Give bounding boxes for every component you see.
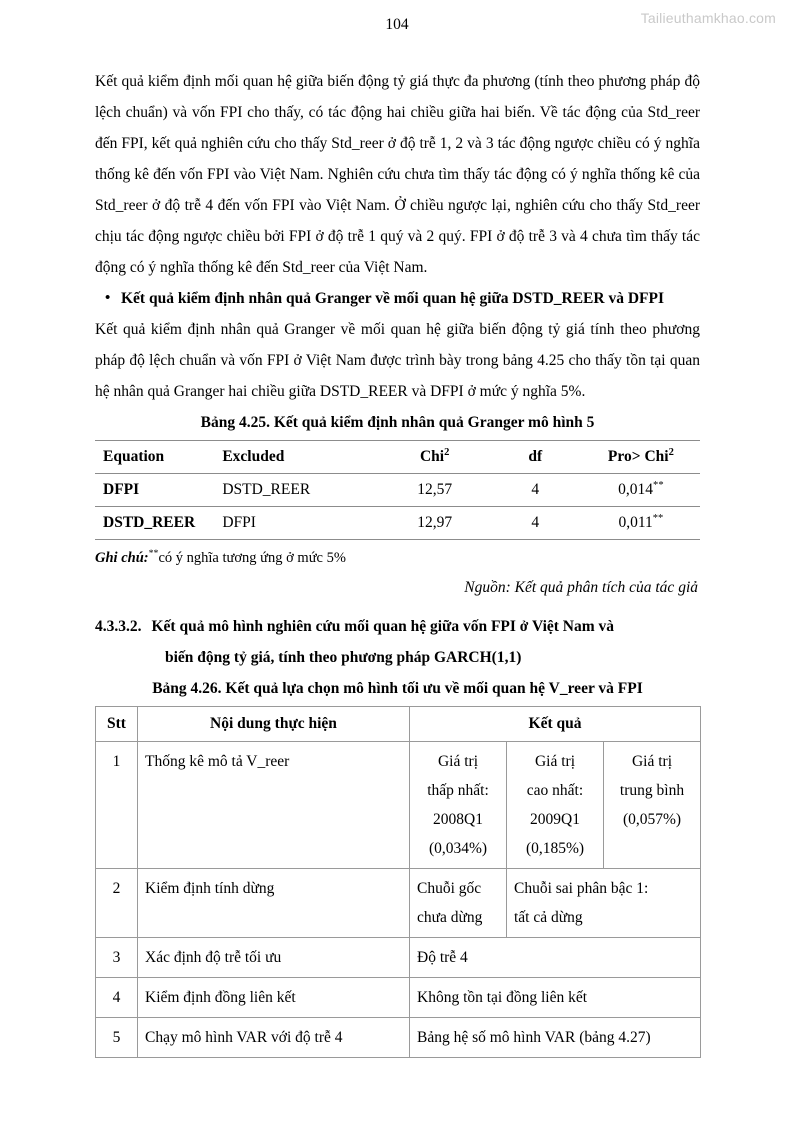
- paragraph-block-2: [95, 314, 700, 407]
- cell-stt: 5: [96, 1018, 138, 1058]
- table-row: [95, 474, 700, 507]
- table-426-body: [96, 742, 701, 1058]
- table-425-note: [95, 545, 700, 571]
- cell-result-mean: Giá trị trung bình (0,057%): [604, 742, 701, 869]
- cell-chi: 12,97: [417, 514, 453, 531]
- cell-result: Bảng hệ số mô hình VAR (bảng 4.27): [410, 1018, 701, 1058]
- cell-noi-dung: Chạy mô hình VAR với độ trễ 4: [138, 1018, 410, 1058]
- cell-df: 4: [531, 481, 540, 498]
- note-text: có ý nghĩa tương ứng ở mức 5%: [158, 550, 346, 566]
- table-425-body: [95, 474, 700, 540]
- cell-stt: 2: [96, 869, 138, 938]
- table-425: [95, 440, 700, 540]
- table-426-caption: Bảng 4.26. Kết quả lựa chọn mô hình tối ưu về mối quan hệ V_reer và FPI: [152, 680, 643, 697]
- table-row: [96, 869, 701, 938]
- cell-noi-dung: Kiểm định đồng liên kết: [138, 978, 410, 1018]
- cell-chi: 12,57: [417, 481, 453, 498]
- cell-stt: 3: [96, 938, 138, 978]
- header-chi-text: Chi: [419, 448, 445, 465]
- header-ket-qua: Kết quả: [410, 707, 701, 742]
- cell-df: 4: [531, 514, 540, 531]
- table-426-header-row: [96, 707, 701, 742]
- header-prob-text: Pro> Chi: [607, 448, 669, 465]
- header-excluded: Excluded: [222, 448, 285, 465]
- header-chi-exponent: 2: [444, 446, 450, 458]
- section-title-line-2: biến động tỷ giá, tính theo phương pháp GARCH(1,1): [165, 649, 522, 666]
- header-prob-exponent: 2: [668, 446, 674, 458]
- table-426-head: [96, 707, 701, 742]
- table-row: [96, 1018, 701, 1058]
- cell-stt: 4: [96, 978, 138, 1018]
- header-chi-squared: [381, 441, 489, 474]
- table-425-head: [95, 441, 700, 474]
- cell-result-differenced-series: Chuỗi sai phân bậc 1: tất cả dừng: [507, 869, 701, 938]
- cell-prob: [582, 507, 700, 540]
- cell-noi-dung: Thống kê mô tả V_reer: [138, 742, 410, 869]
- paragraph-1: Kết quả kiểm định mối quan hệ giữa biến động tỷ giá thực đa phương (tính theo phương pháp độ lệch chuẩn) và vốn FPI cho thấy, có tác động hai chiều giữa hai biến. Về tác động của Std_reer đến FPI, kết quả nghiên cứu cho thấy Std_reer ở độ trễ 1, 2 và 3 tác động ngược chiều có ý nghĩa thống kê đến vốn FPI vào Việt Nam. Nghiên cứu chưa tìm thấy tác động có ý nghĩa thống kê của Std_reer ở độ trễ 4 đến vốn FPI vào Việt Nam. Ở chiều ngược lại, nghiên cứu cho thấy Std_reer chịu tác động ngược chiều bởi FPI ở độ trễ 1 quý và 2 quý. FPI ở độ trễ 3 và 4 chưa tìm thấy tác động có ý nghĩa thống kê đến Std_reer của Việt Nam.: [95, 73, 700, 276]
- cell-equation: DSTD_REER: [103, 514, 196, 531]
- table-row: [96, 742, 701, 869]
- cell-noi-dung: Kiểm định tính dừng: [138, 869, 410, 938]
- bullet-list: [95, 283, 700, 314]
- cell-excluded: DFPI: [222, 514, 256, 531]
- header-prob-chi-squared: [582, 441, 700, 474]
- page-number: 104: [385, 16, 409, 33]
- bullet-item-granger: [121, 283, 700, 314]
- paragraph-2: Kết quả kiểm định nhân quả Granger về mối quan hệ giữa biến động tỷ giá tính theo phương pháp độ lệch chuẩn và vốn FPI ở Việt Nam được trình bày trong bảng 4.25 cho thấy tồn tại quan hệ nhân quả Granger hai chiều giữa DSTD_REER và DFPI ở mức ý nghĩa 5%.: [95, 321, 700, 400]
- cell-noi-dung: Xác định độ trễ tối ưu: [138, 938, 410, 978]
- header-df: df: [528, 448, 543, 465]
- note-label: Ghi chú:: [95, 550, 149, 566]
- table-426: [95, 706, 701, 1058]
- table-425-source: Nguồn: Kết quả phân tích của tác giả: [464, 579, 698, 596]
- cell-prob-value: 0,011: [618, 514, 653, 531]
- table-425-caption: Bảng 4.25. Kết quả kiểm định nhân quả Granger mô hình 5: [200, 414, 595, 431]
- cell-prob-stars: **: [653, 479, 664, 491]
- section-number: 4.3.3.2.: [95, 618, 142, 635]
- header-stt: Stt: [96, 707, 138, 742]
- table-row: [96, 978, 701, 1018]
- section-title-line-1: Kết quả mô hình nghiên cứu mối quan hệ giữa vốn FPI ở Việt Nam và: [151, 618, 615, 635]
- cell-prob-stars: **: [652, 512, 664, 524]
- table-425-header-row: [95, 441, 700, 474]
- cell-result-max: Giá trị cao nhất: 2009Q1 (0,185%): [507, 742, 604, 869]
- cell-result-original-series: Chuỗi gốc chưa dừng: [410, 869, 507, 938]
- watermark-text: Tailieuthamkhao.com: [640, 10, 776, 26]
- cell-result: Không tồn tại đồng liên kết: [410, 978, 701, 1018]
- cell-result-min: Giá trị thấp nhất: 2008Q1 (0,034%): [410, 742, 507, 869]
- cell-result: Độ trễ 4: [410, 938, 701, 978]
- section-heading-4332: [95, 611, 700, 673]
- header-equation: Equation: [103, 448, 165, 465]
- cell-prob-value: 0,014: [618, 481, 654, 498]
- header-noi-dung: Nội dung thực hiện: [138, 707, 410, 742]
- table-row: [96, 938, 701, 978]
- cell-stt: 1: [96, 742, 138, 869]
- paragraph-block-1: [95, 66, 700, 283]
- cell-prob: [582, 474, 700, 507]
- note-stars: **: [148, 548, 159, 560]
- cell-equation: DFPI: [103, 481, 140, 498]
- page-content: [95, 66, 700, 1058]
- cell-excluded: DSTD_REER: [222, 481, 311, 498]
- bullet-item-label: Kết quả kiểm định nhân quả Granger về mối quan hệ giữa DSTD_REER và DFPI: [121, 290, 664, 307]
- table-row: [95, 507, 700, 540]
